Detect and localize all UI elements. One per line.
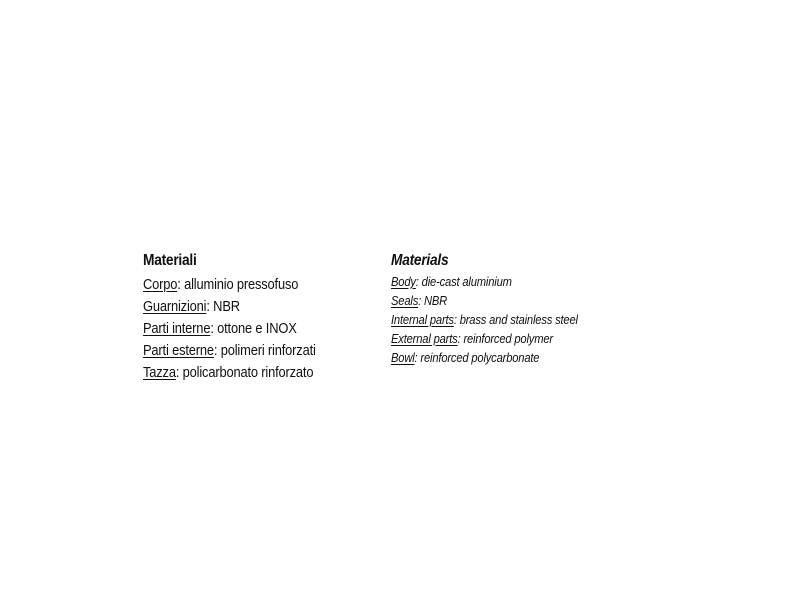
material-value: : reinforced polycarbonate xyxy=(414,350,540,365)
material-row-seals-it xyxy=(143,296,341,318)
material-value: : policarbonato rinforzato xyxy=(175,364,314,381)
material-term: Internal parts xyxy=(391,312,454,327)
material-value: : reinforced polymer xyxy=(457,331,553,346)
material-value: : NBR xyxy=(418,293,448,308)
materials-italian-heading: Materiali xyxy=(143,252,197,269)
materials-english-section xyxy=(391,252,651,367)
material-value: : brass and stainless steel xyxy=(453,312,578,327)
material-row-bowl-it xyxy=(143,362,341,384)
material-value: : ottone e INOX xyxy=(210,320,297,337)
material-row-external-it xyxy=(143,340,341,362)
material-term: Seals xyxy=(391,293,419,308)
materials-english-heading: Materials xyxy=(391,252,449,269)
material-row-internal-en xyxy=(391,310,615,329)
material-term: Parti interne xyxy=(143,320,211,337)
material-term: Bowl xyxy=(391,350,415,365)
material-term: Parti esterne xyxy=(143,342,214,359)
material-row-body-it xyxy=(143,274,341,296)
material-value: : NBR xyxy=(206,298,240,315)
material-term: Tazza xyxy=(143,364,176,381)
material-term: Body xyxy=(391,274,416,289)
materials-italian-section xyxy=(143,252,373,384)
material-value: : die-cast aluminium xyxy=(415,274,512,289)
material-value: : alluminio pressofuso xyxy=(177,276,299,293)
material-row-bowl-en xyxy=(391,348,615,367)
material-term: Guarnizioni xyxy=(143,298,207,315)
material-row-seals-en xyxy=(391,291,615,310)
material-term: External parts xyxy=(391,331,458,346)
material-row-external-en xyxy=(391,329,615,348)
material-row-body-en xyxy=(391,272,615,291)
material-row-internal-it xyxy=(143,318,341,340)
material-term: Corpo xyxy=(143,276,178,293)
material-value: : polimeri rinforzati xyxy=(213,342,316,359)
